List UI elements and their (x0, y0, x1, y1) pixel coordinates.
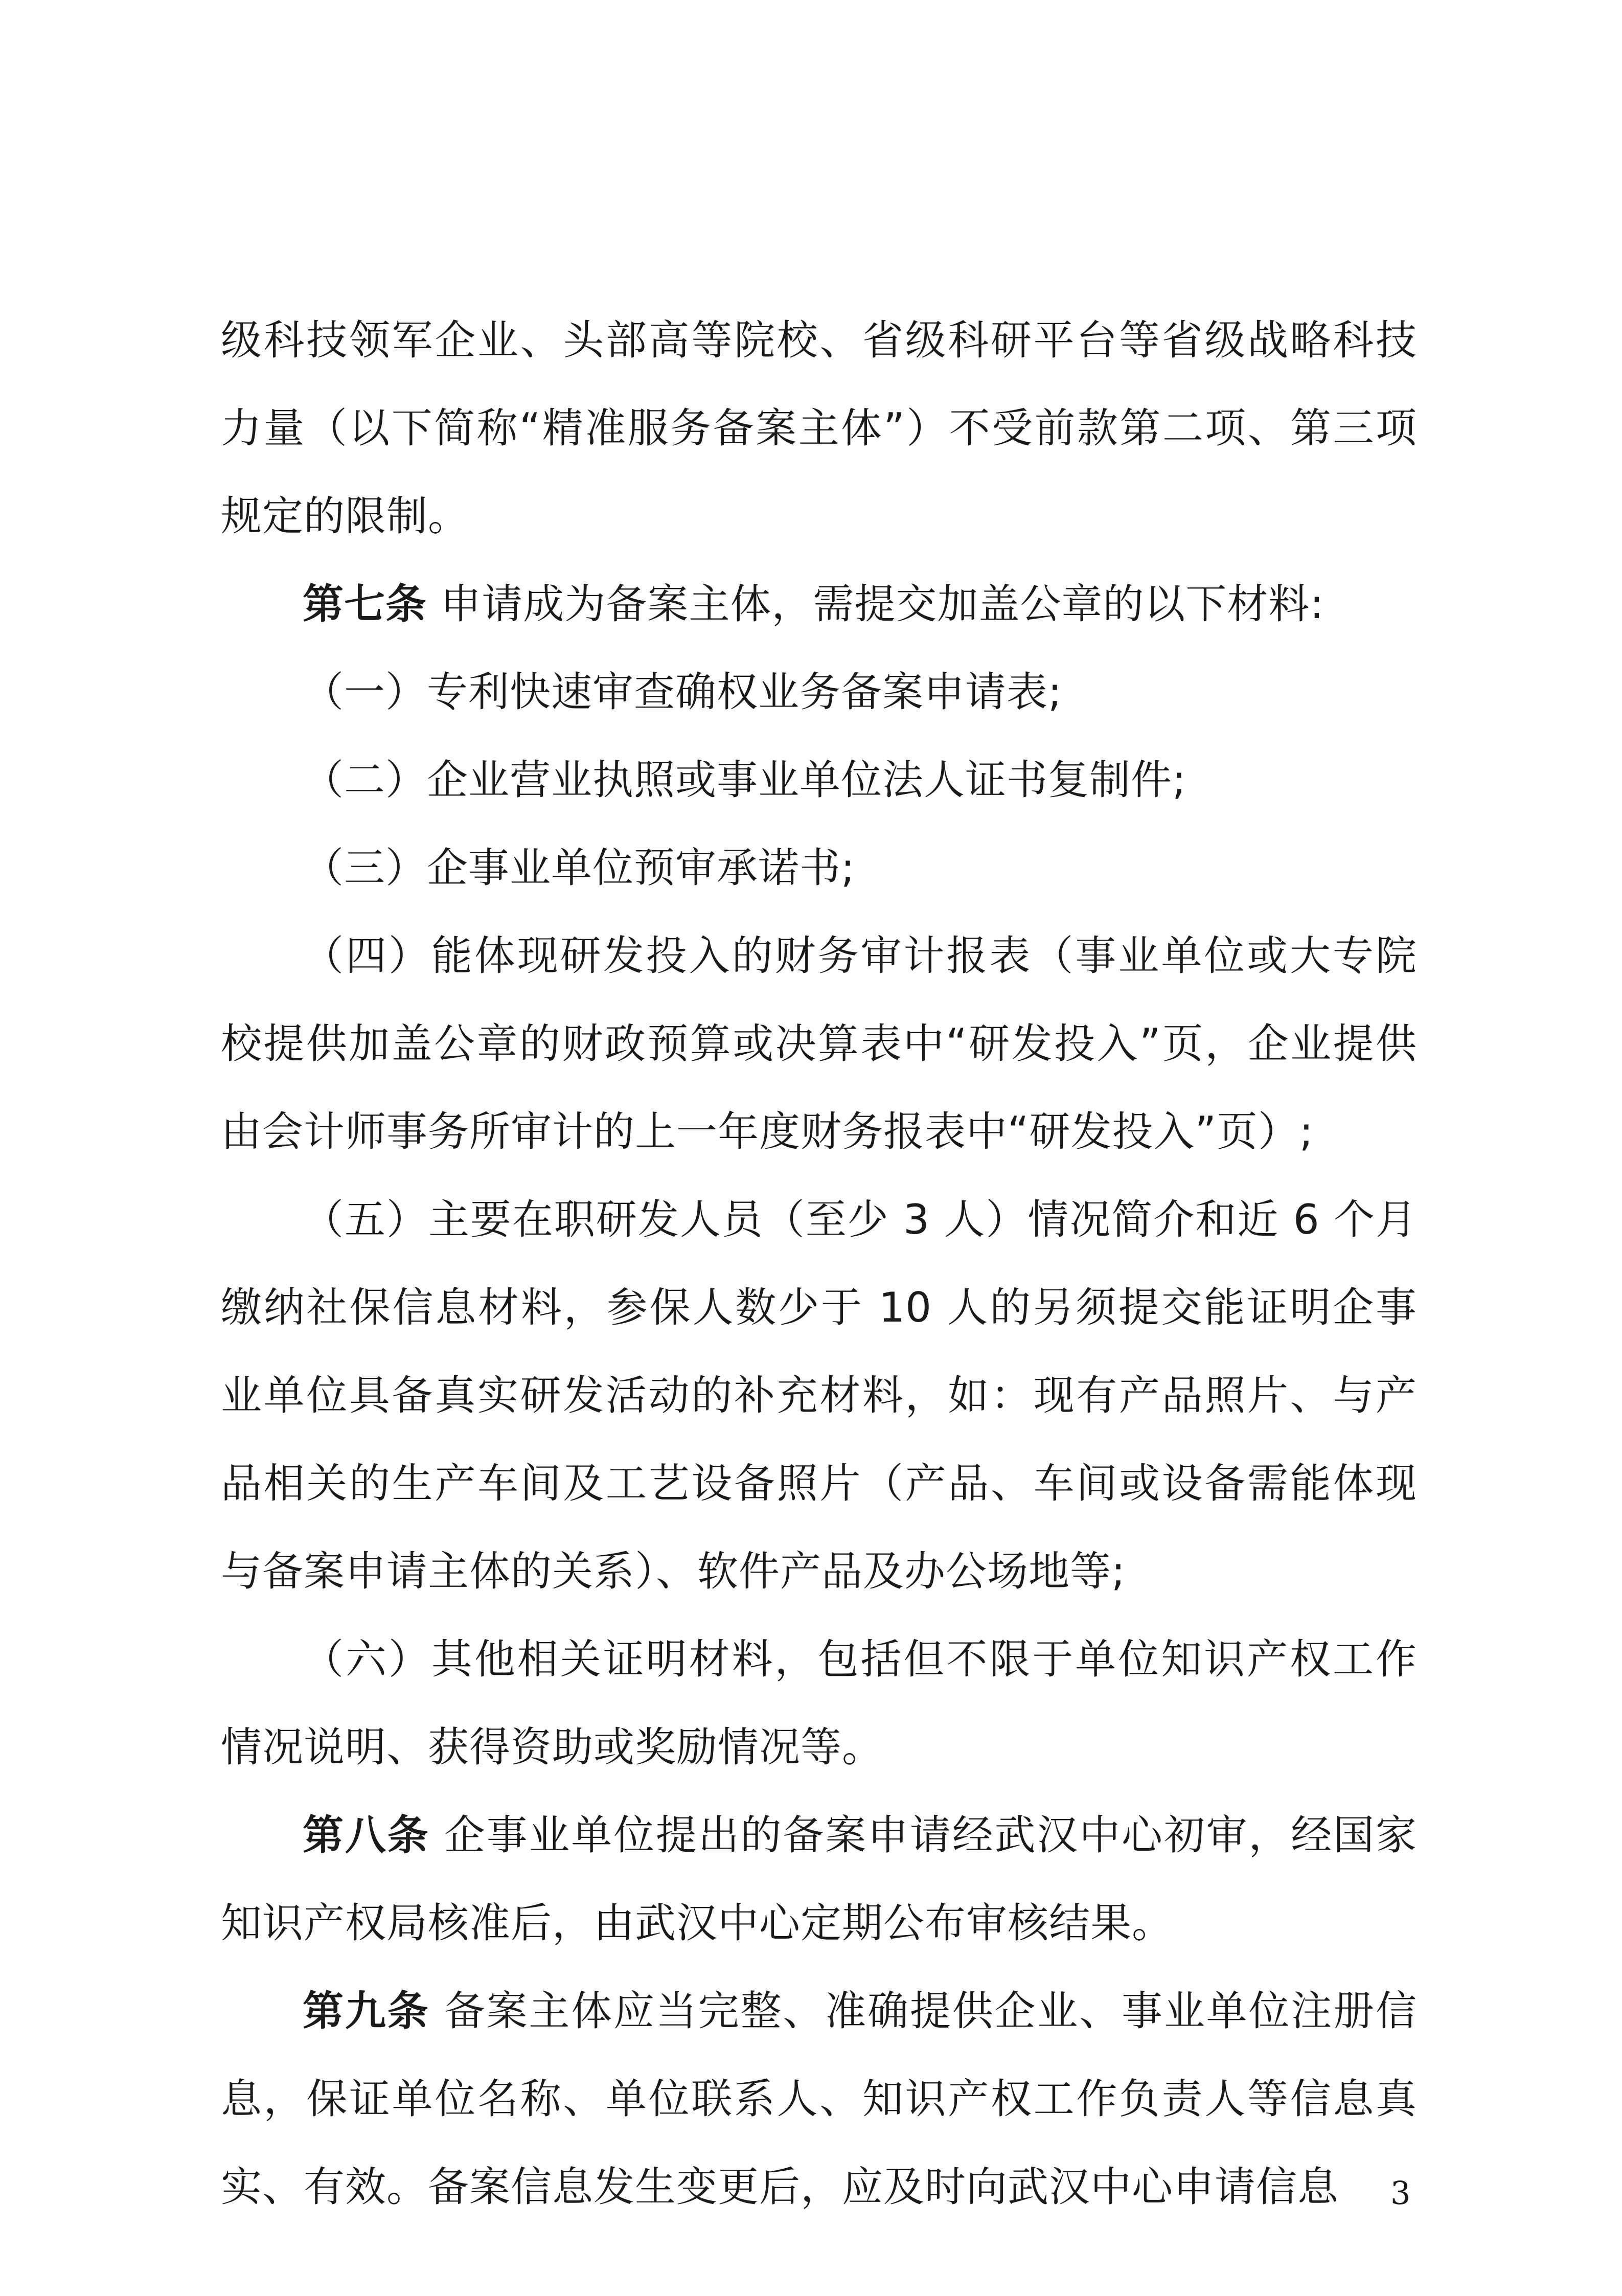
paragraph-continuation (221, 297, 1417, 560)
list-item-4 (221, 912, 1417, 1176)
paragraph-text: （五）主要在职研发人员（至少 3 人）情况简介和近 6 个月缴纳社保信息材料，参保人数少于 10 人的另须提交能证明企事业单位具备真实研发活动的补充材料，如：现有产品照片、与产品相关的生产车间及工艺设备照片（产品、车间或设备需能体现与备案申请主体的关系）、软件产品及办公场地等; (221, 1196, 1417, 1595)
list-item-2 (221, 736, 1417, 824)
paragraph-text: （二）企业营业执照或事业单位法人证书复制件; (303, 756, 1186, 804)
article-9 (221, 1967, 1417, 2231)
page-number: 3 (1390, 2174, 1411, 2212)
document-body (221, 297, 1417, 2231)
list-item-5 (221, 1176, 1417, 1616)
article-heading: 第九条 (303, 1987, 430, 2035)
paragraph-text: （一）专利快速审查确权业务备案申请表; (303, 668, 1062, 716)
paragraph-text: 备案主体应当完整、准确提供企业、事业单位注册信息，保证单位名称、单位联系人、知识产权工作负责人等信息真实、有效。备案信息发生变更后，应及时向武汉中心申请信息 (221, 1987, 1418, 2211)
article-8 (221, 1791, 1417, 1967)
paragraph-text: （三）企事业单位预审承诺书; (303, 844, 855, 892)
paragraph-text: （六）其他相关证明材料，包括但不限于单位知识产权工作情况说明、获得资助或奖励情况等。 (221, 1635, 1417, 1771)
list-item-3 (221, 824, 1417, 912)
list-item-1 (221, 648, 1417, 736)
paragraph-text: （四）能体现研发投入的财务审计报表（事业单位或大专院校提供加盖公章的财政预算或决算表中“研发投入”页，企业提供由会计师事务所审计的上一年度财务报表中“研发投入”页）; (221, 932, 1417, 1155)
paragraph-text: 级科技领军企业、头部高等院校、省级科研平台等省级战略科技力量（以下简称“精准服务备案主体”）不受前款第二项、第三项规定的限制。 (221, 316, 1417, 540)
paragraph-text: 申请成为备案主体，需提交加盖公章的以下材料: (427, 580, 1324, 628)
list-item-6 (221, 1616, 1417, 1791)
article-7 (221, 560, 1417, 648)
article-heading: 第八条 (303, 1811, 430, 1859)
article-heading: 第七条 (303, 580, 427, 628)
paragraph-text: 企事业单位提出的备案申请经武汉中心初审，经国家知识产权局核准后，由武汉中心定期公布审核结果。 (221, 1811, 1418, 1947)
